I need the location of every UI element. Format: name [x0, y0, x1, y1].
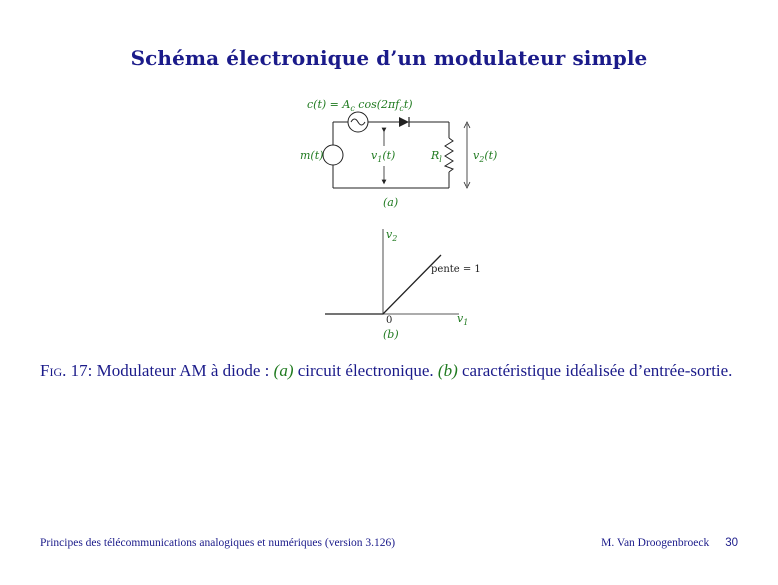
page-number: 30	[725, 537, 738, 549]
footer-course-title: Principes des télécommunications analogiques et numériques (version 3.126)	[40, 537, 396, 549]
v2-arrow	[464, 122, 470, 188]
diode-icon	[399, 117, 409, 127]
origin-label: 0	[386, 315, 393, 326]
footer-author: M. Van Droogenbroeck	[601, 537, 710, 549]
slope-label: pente = 1	[431, 264, 481, 275]
caption-text-1: Modulateur AM à diode :	[92, 361, 274, 380]
resistor-icon	[445, 138, 453, 172]
part-b-label: (b)	[383, 328, 399, 341]
source-label: m(t)	[300, 149, 324, 162]
caption-part-b: (b)	[437, 361, 458, 380]
figure-tag: Fig. 17:	[40, 361, 93, 380]
x-axis-label: $v_1$	[457, 312, 469, 327]
y-axis-label: $v_2$	[386, 228, 398, 243]
characteristic-plot	[325, 228, 481, 341]
figure-caption	[40, 359, 740, 383]
caption-text-2: circuit électronique.	[293, 361, 438, 380]
carrier-label: $c(t) = A_c$ $\cos(2\pi f_ct)$	[307, 98, 413, 113]
footer-right	[601, 537, 738, 549]
ac-source-icon	[348, 112, 368, 132]
caption-text-3: caractéristique idéalisée d’entrée-sortie.	[457, 361, 733, 380]
caption-part-a: (a)	[273, 361, 294, 380]
message-source-icon	[323, 145, 343, 165]
circuit-diagram	[300, 98, 497, 209]
resistor-label: $R_l$	[431, 149, 442, 164]
part-a-label: (a)	[383, 196, 399, 209]
v2-label: $v_2(t)$	[473, 149, 498, 164]
slide-title: Schéma électronique d’un modulateur simple	[130, 46, 648, 70]
v1-label: $v_1(t)$	[371, 149, 396, 164]
